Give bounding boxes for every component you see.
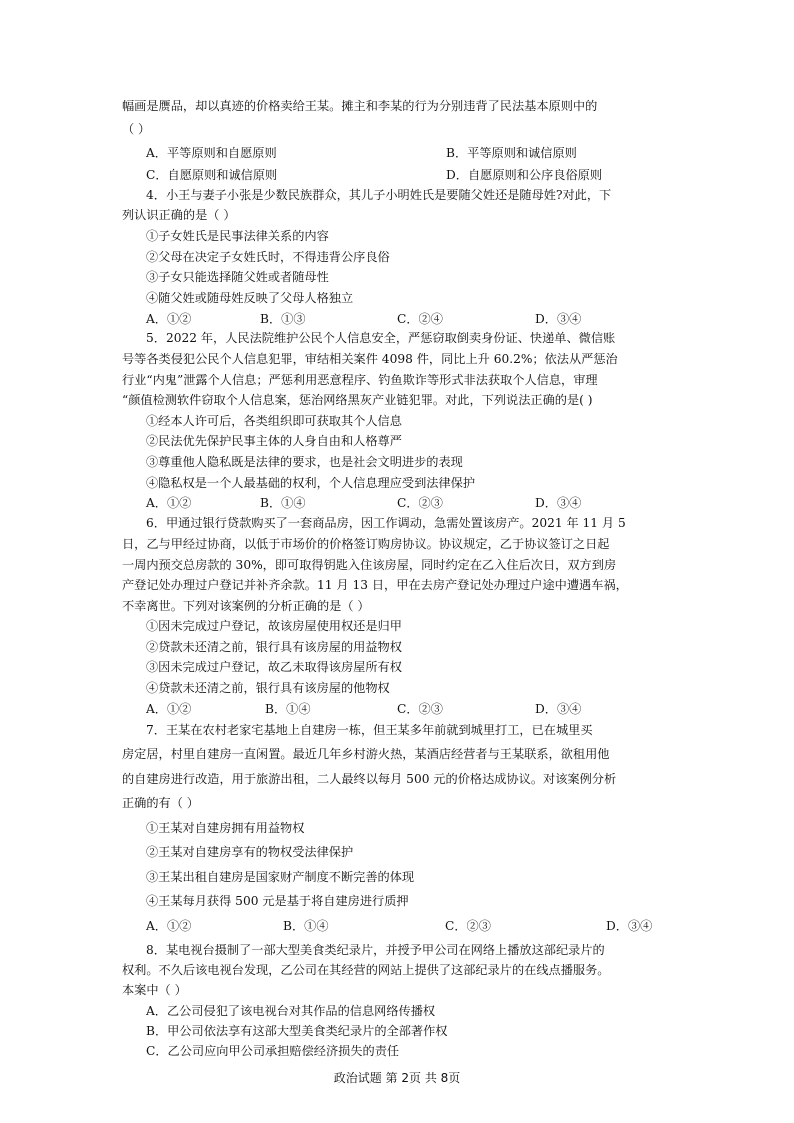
q3-stem-line: 幅画是赝品，却以真迹的价格卖给王某。摊主和李某的行为分别违背了民法基本原则中的 bbox=[122, 99, 598, 113]
q6-stem-line-1: 6．甲通过银行贷款购买了一套商品房，因工作调动，急需处置该房产。2021 年 11 月 5 bbox=[146, 516, 626, 530]
q5-item-3: ③尊重他人隐私既是法律的要求，也是社会文明进步的表现 bbox=[146, 455, 463, 469]
q4-stem-line-1: 4．小王与妻子小张是少数民族群众，其儿子小明姓氏是要随父姓还是随母姓?对此，下 bbox=[146, 188, 612, 202]
q8-option-c: C．乙公司应向甲公司承担赔偿经济损失的责任 bbox=[146, 1044, 400, 1058]
q6-item-1: ①因未完成过户登记，故该房屋使用权还是归甲 bbox=[146, 619, 402, 633]
q5-option-b: B．①④ bbox=[260, 496, 306, 510]
q6-item-2: ②贷款未还清之前，银行具有该房屋的用益物权 bbox=[146, 640, 402, 654]
q7-option-b: B．①④ bbox=[283, 919, 329, 933]
q4-item-2: ②父母在决定子女姓氏时，不得违背公序良俗 bbox=[146, 250, 390, 264]
q4-stem-line-2: 列认识正确的是（ ） bbox=[122, 208, 236, 222]
q6-stem-line-4: 产登记处办理过户登记并补齐余款。11 月 13 日，甲在去房产登记处办理过户途中遭遇车祸， bbox=[122, 578, 628, 592]
q4-item-1: ①子女姓氏是民事法律关系的内容 bbox=[146, 229, 329, 243]
q3-answer-paren: （ ） bbox=[122, 122, 151, 136]
q4-option-c: C．②④ bbox=[397, 312, 443, 326]
q5-stem-line-4: “颜值检测软件窃取个人信息案，惩治网络黑灰产业链犯罪。对此，下列说法正确的是( ) bbox=[122, 393, 593, 407]
q5-stem-line-2: 号等各类侵犯公民个人信息犯罪，审结相关案件 4098 件，同比上升 60.2%；依法从严惩治 bbox=[122, 352, 618, 366]
q6-option-b: B．①④ bbox=[265, 702, 311, 716]
q7-stem-line-1: 7．王某在农村老家宅基地上自建房一栋，但王某多年前就到城里打工，已在城里买 bbox=[146, 723, 593, 737]
q3-option-a: A．平等原则和自愿原则 bbox=[146, 146, 277, 160]
q8-stem-line-3: 本案中（ ） bbox=[122, 983, 187, 997]
q8-option-a: A．乙公司侵犯了该电视台对其作品的信息网络传播权 bbox=[146, 1004, 436, 1018]
q5-stem-line-1: 5．2022 年，人民法院维护公民个人信息安全，严惩窃取倒卖身份证、快递单、微信账 bbox=[146, 331, 616, 345]
q5-option-d: D．③④ bbox=[535, 496, 582, 510]
q3-option-b: B．平等原则和诚信原则 bbox=[446, 146, 577, 160]
q8-stem-line-1: 8．某电视台摄制了一部大型美食类纪录片，并授予甲公司在网络上播放这部纪录片的 bbox=[146, 943, 605, 957]
q7-stem-line-3: 的自建房进行改造，用于旅游出租，二人最终以每月 500 元的价格达成协议。对该案例分析 bbox=[122, 772, 617, 786]
q5-item-2: ②民法优先保护民事主体的人身自由和人格尊严 bbox=[146, 434, 402, 448]
q8-option-b: B．甲公司依法享有这部大型美食类纪录片的全部著作权 bbox=[146, 1024, 448, 1038]
q5-stem-line-3: 行业“内鬼”泄露个人信息；严惩利用恶意程序、钓鱼欺诈等形式非法获取个人信息，审理 bbox=[122, 373, 598, 387]
q6-option-a: A．①② bbox=[146, 702, 192, 716]
q7-stem-line-2: 房定居，村里自建房一直闲置。最近几年乡村游火热，某酒店经营者与王某联系，欲租用他 bbox=[122, 747, 610, 761]
q8-stem-line-2: 权利。不久后该电视台发现，乙公司在其经营的网站上提供了这部纪录片的在线点播服务。 bbox=[122, 963, 610, 977]
q4-option-d: D．③④ bbox=[535, 312, 582, 326]
q7-stem-line-4: 正确的有（ ） bbox=[122, 796, 199, 810]
q5-item-4: ④隐私权是一个人最基础的权利，个人信息理应受到法律保护 bbox=[146, 476, 476, 490]
q7-item-3: ③王某出租自建房是国家财产制度不断完善的体现 bbox=[146, 870, 415, 884]
q6-stem-line-2: 日，乙与甲经过协商，以低于市场价的价格签订购房协议。协议规定，乙于协议签订之日起 bbox=[122, 537, 610, 551]
q3-option-c: C．自愿原则和诚信原则 bbox=[146, 168, 278, 182]
q7-option-a: A．①② bbox=[146, 919, 192, 933]
q5-option-a: A．①② bbox=[146, 496, 192, 510]
q6-item-4: ④贷款未还清之前，银行具有该房屋的他物权 bbox=[146, 681, 390, 695]
q7-item-4: ④王某每月获得 500 元是基于将自建房进行质押 bbox=[146, 894, 409, 908]
q6-option-d: D．③④ bbox=[535, 702, 582, 716]
q6-stem-line-5: 不幸离世。下列对该案例的分析正确的是（ ） bbox=[122, 599, 370, 613]
q5-option-c: C．②③ bbox=[397, 496, 443, 510]
q7-option-d: D．③④ bbox=[606, 919, 653, 933]
q7-item-2: ②王某对自建房享有的物权受法律保护 bbox=[146, 845, 354, 859]
q4-item-4: ④随父姓或随母姓反映了父母人格独立 bbox=[146, 291, 354, 305]
q3-option-d: D．自愿原则和公序良俗原则 bbox=[446, 168, 603, 182]
q7-option-c: C．②③ bbox=[445, 919, 491, 933]
q6-stem-line-3: 一周内预交总房款的 30%，即可取得钥匙入住该房屋，同时约定在乙入住后次日，双方到房 bbox=[122, 558, 617, 572]
q6-item-3: ③因未完成过户登记，故乙未取得该房屋所有权 bbox=[146, 660, 402, 674]
q7-item-1: ①王某对自建房拥有用益物权 bbox=[146, 821, 305, 835]
q6-option-c: C．②③ bbox=[397, 702, 443, 716]
page-footer: 政治试题 第 2页 共 8页 bbox=[333, 1071, 461, 1085]
q5-item-1: ①经本人许可后，各类组织即可获取其个人信息 bbox=[146, 414, 402, 428]
q4-option-b: B．①③ bbox=[260, 312, 306, 326]
q4-option-a: A．①② bbox=[146, 312, 192, 326]
q4-item-3: ③子女只能选择随父姓或者随母性 bbox=[146, 270, 329, 284]
